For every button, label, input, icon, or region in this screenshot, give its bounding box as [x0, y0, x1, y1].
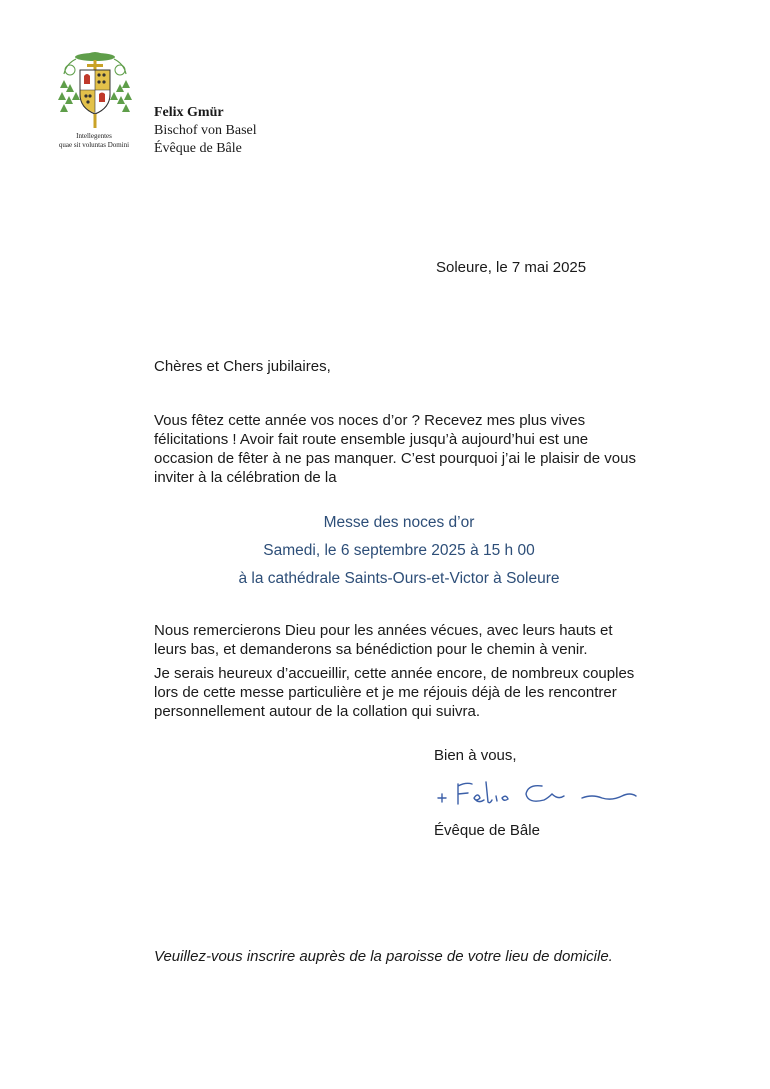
sender-title-french: Évêque de Bâle: [154, 141, 242, 156]
salutation: Chères et Chers jubilaires,: [154, 358, 331, 375]
motto-line-2: quae sit voluntas Domini: [58, 141, 130, 149]
coat-of-arms-motto: [48, 132, 140, 150]
event-title: Messe des noces d’or: [323, 514, 475, 531]
event-location: à la cathédrale Saints-Ours-et-Victor à Soleure: [238, 570, 560, 587]
episcopal-coat-of-arms: [56, 50, 134, 134]
handwritten-signature: [432, 770, 642, 814]
event-details: [154, 509, 644, 593]
letter-date: Soleure, le 7 mai 2025: [436, 259, 587, 276]
thanks-paragraph: Nous remercierons Dieu pour les années vécues, avec leurs hauts et leurs bas, et demanderons sa bénédiction pour le chemin à venir.: [154, 622, 613, 658]
intro-paragraph: Vous fêtez cette année vos noces d’or ? Recevez mes plus vives félicitations ! Avoir fait route ensemble jusqu’à aujourd’hui est une occasion de fêter à ne pas manquer. C’est pourquoi j’ai le plaisir de vous inviter à la célébration de la: [154, 412, 636, 486]
signature-role: Évêque de Bâle: [434, 822, 540, 839]
sender-block: [154, 104, 257, 158]
sender-title-german: Bischof von Basel: [154, 123, 257, 138]
event-datetime: Samedi, le 6 septembre 2025 à 15 h 00: [263, 542, 535, 559]
motto-line-1: Intellegentes: [76, 132, 112, 140]
closing-formula: Bien à vous,: [434, 747, 517, 764]
registration-note: Veuillez-vous inscrire auprès de la paroisse de votre lieu de domicile.: [154, 948, 613, 965]
sender-name: Felix Gmür: [154, 105, 224, 120]
welcome-paragraph: Je serais heureux d’accueillir, cette année encore, de nombreux couples lors de cette messe particulière et je me réjouis déjà de les rencontrer personnellement autour de la collation qui suivra.: [154, 665, 635, 720]
